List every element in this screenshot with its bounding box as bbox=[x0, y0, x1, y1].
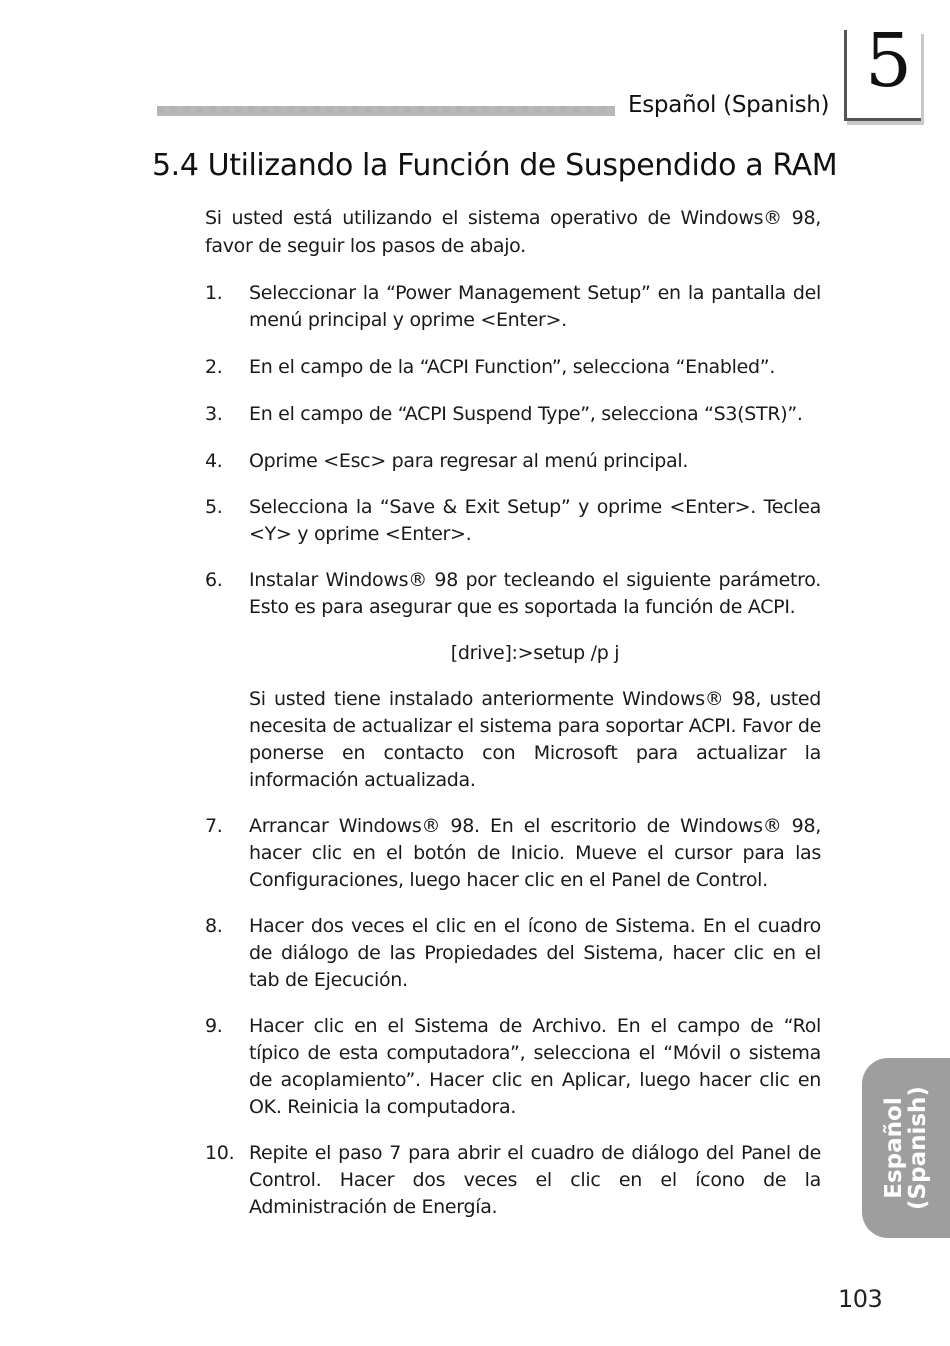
step-text: En el campo de “ACPI Suspend Type”, selecciona “S3(STR)”. bbox=[249, 403, 803, 425]
list-item bbox=[205, 1140, 821, 1221]
step-number: 4. bbox=[205, 450, 223, 472]
step-text: Hacer clic en el Sistema de Archivo. En el campo de “Rol típico de esta computadora”, selecciona el “Móvil o sistema de acoplamiento”. Hacer clic en Aplicar, luego hacer clic en OK. Reinicia la computadora. bbox=[249, 1015, 821, 1118]
list-item bbox=[205, 1013, 821, 1121]
step-number: 10. bbox=[205, 1142, 235, 1164]
list-item bbox=[205, 448, 821, 475]
list-item bbox=[205, 354, 821, 381]
step-number: 2. bbox=[205, 356, 223, 378]
step-text: En el campo de la “ACPI Function”, selecciona “Enabled”. bbox=[249, 356, 776, 378]
section-title: 5.4 Utilizando la Función de Suspendido a RAM bbox=[152, 148, 838, 183]
side-tab-line1: Español bbox=[881, 1097, 907, 1199]
side-tab-label bbox=[882, 1086, 930, 1210]
header-dotted-rule bbox=[157, 106, 615, 116]
step-text: Seleccionar la “Power Management Setup” en la pantalla del menú principal y oprime <Enter>. bbox=[249, 282, 821, 331]
step-number: 8. bbox=[205, 915, 223, 937]
step-text: Repite el paso 7 para abrir el cuadro de diálogo del Panel de Control. Hacer dos veces el clic en el ícono de la Administración de Energía. bbox=[249, 1142, 821, 1218]
language-side-tab bbox=[862, 1058, 950, 1238]
side-tab-line2: (Spanish) bbox=[905, 1086, 931, 1210]
step-text: Instalar Windows® 98 por tecleando el siguiente parámetro. Esto es para asegurar que es soportada la función de ACPI. bbox=[249, 569, 821, 618]
steps-list bbox=[205, 280, 821, 1221]
page-number: 103 bbox=[838, 1285, 883, 1313]
step-number: 7. bbox=[205, 815, 223, 837]
step-number: 5. bbox=[205, 496, 223, 518]
list-item bbox=[205, 280, 821, 334]
list-item bbox=[205, 913, 821, 994]
intro-paragraph: Si usted está utilizando el sistema operativo de Windows® 98, favor de seguir los pasos de abajo. bbox=[205, 207, 821, 257]
step-number: 6. bbox=[205, 569, 223, 591]
step-number: 3. bbox=[205, 403, 223, 425]
step-number: 1. bbox=[205, 282, 223, 304]
list-item bbox=[205, 813, 821, 894]
step-number: 9. bbox=[205, 1015, 223, 1037]
step-text: Arrancar Windows® 98. En el escritorio de Windows® 98, hacer clic en el botón de Inicio. Mueve el cursor para las Configuraciones, luego hacer clic en el Panel de Control. bbox=[249, 815, 821, 891]
note-paragraph: Si usted tiene instalado anteriormente Windows® 98, usted necesita de actualizar el sistema para soportar ACPI. Favor de ponerse en contacto con Microsoft para actualizar la información actualizada. bbox=[249, 688, 821, 791]
header-language-label: Español (Spanish) bbox=[628, 92, 830, 118]
step-text: Oprime <Esc> para regresar al menú principal. bbox=[249, 450, 689, 472]
list-item bbox=[205, 494, 821, 548]
step-text: Hacer dos veces el clic en el ícono de Sistema. En el cuadro de diálogo de las Propiedades del Sistema, hacer clic en el tab de Ejecución. bbox=[249, 915, 821, 991]
list-item bbox=[205, 567, 821, 621]
step-text: Selecciona la “Save & Exit Setup” y oprime <Enter>. Teclea <Y> y oprime <Enter>. bbox=[249, 496, 821, 545]
list-item bbox=[205, 401, 821, 428]
chapter-number: 5 bbox=[865, 18, 913, 104]
command-line: [drive]:>setup /p j bbox=[450, 642, 620, 664]
chapter-marker bbox=[844, 18, 921, 121]
